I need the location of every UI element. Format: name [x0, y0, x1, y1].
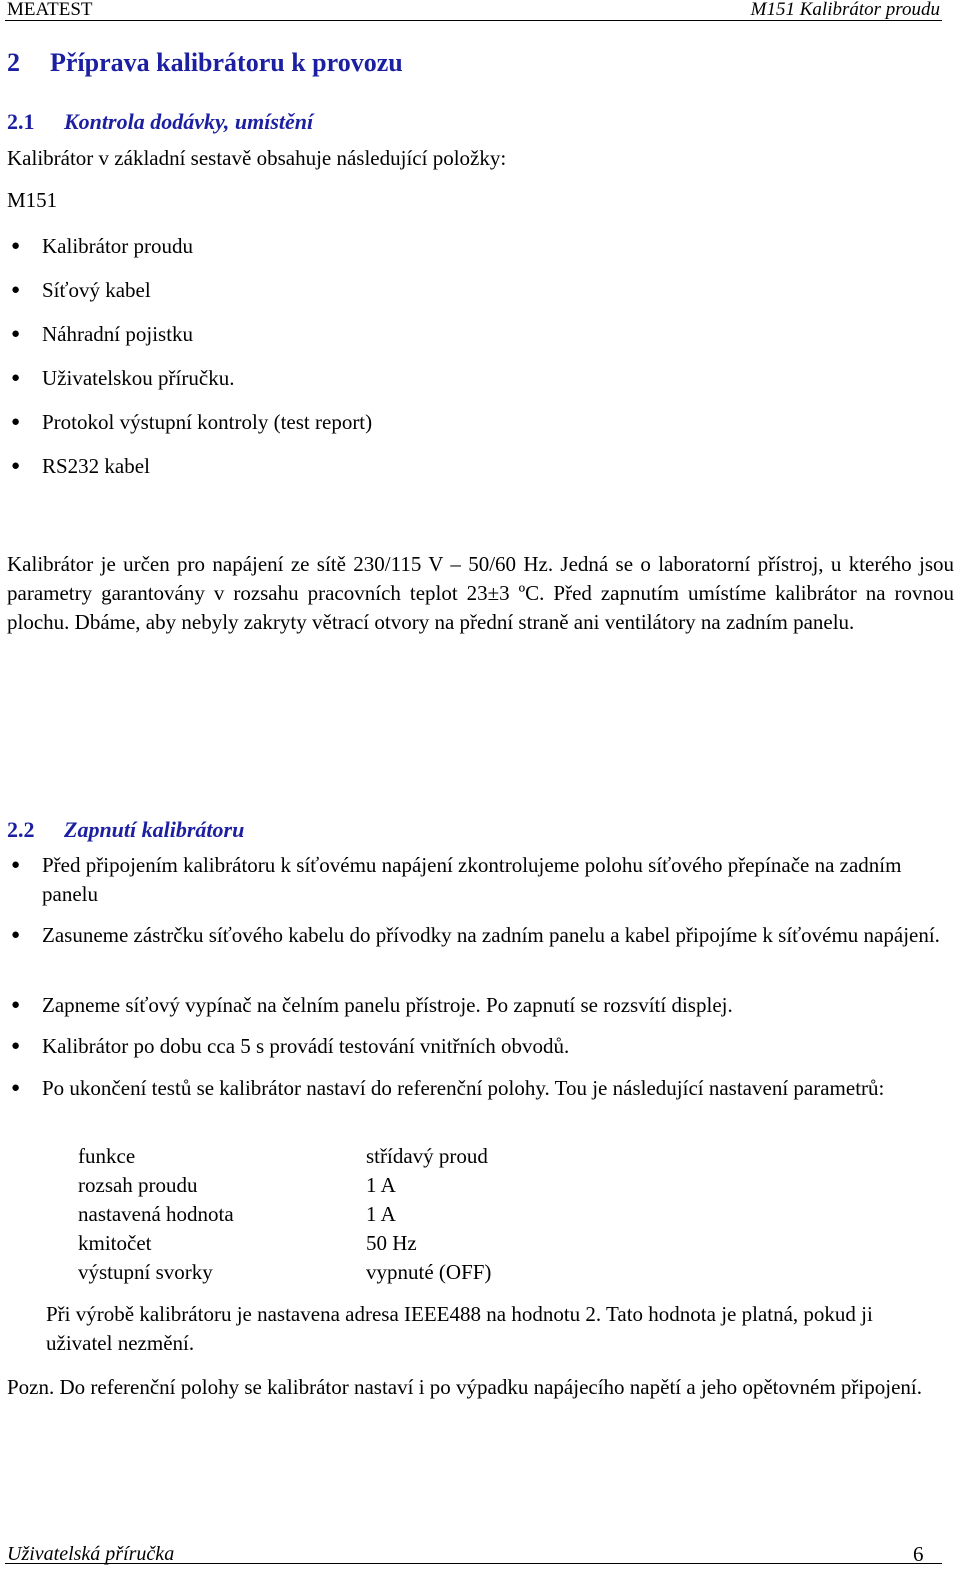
chapter-number: 2	[7, 48, 20, 77]
section-title: Kontrola dodávky, umístění	[64, 109, 314, 134]
param-value: 1 A	[366, 1173, 396, 1197]
table-row	[78, 1142, 491, 1171]
list-item-text: Zapneme síťový vypínač na čelním panelu přístroje. Po zapnutí se rozsvítí displej.	[42, 993, 733, 1017]
list-item	[7, 452, 372, 496]
list-item-text: Uživatelskou příručku.	[42, 366, 235, 390]
list-item-text: Protokol výstupní kontroly (test report)	[42, 410, 373, 434]
section-number: 2.2	[7, 817, 35, 842]
list-item-text: Kalibrátor po dobu cca 5 s provádí testování vnitřních obvodů.	[42, 1034, 570, 1058]
bullet-icon: ●	[11, 1080, 21, 1096]
reference-settings-table	[78, 1142, 491, 1287]
list-item-text: Před připojením kalibrátoru k síťovému napájení zkontrolujeme polohu síťového přepínače na zadním panelu	[42, 853, 902, 906]
table-row	[78, 1200, 491, 1229]
bullet-icon: ●	[11, 857, 21, 873]
chapter-title: Příprava kalibrátoru k provozu	[50, 48, 403, 77]
section-heading-2-1	[7, 107, 313, 137]
list-item	[7, 991, 952, 1032]
table-row	[78, 1229, 491, 1258]
list-item	[7, 921, 952, 991]
list-item	[7, 1074, 952, 1103]
section-title: Zapnutí kalibrátoru	[64, 817, 245, 842]
bullet-icon: ●	[11, 238, 21, 254]
ieee488-address-note: Při výrobě kalibrátoru je nastavena adresa IEEE488 na hodnotu 2. Tato hodnota je platná, pokud ji uživatel nezmění.	[46, 1302, 873, 1355]
param-value: vypnuté (OFF)	[366, 1260, 492, 1284]
bullet-icon: ●	[11, 1038, 21, 1054]
list-item-text: Kalibrátor proudu	[42, 234, 194, 258]
list-item	[7, 1032, 952, 1074]
list-item	[7, 232, 372, 276]
bullet-icon: ●	[11, 282, 21, 298]
param-name: výstupní svorky	[78, 1260, 213, 1284]
section-heading-2-2	[7, 815, 244, 845]
param-name: kmitočet	[78, 1231, 152, 1255]
bullet-icon: ●	[11, 326, 21, 342]
param-value: střídavý proud	[366, 1144, 488, 1168]
bullet-icon: ●	[11, 927, 21, 943]
list-item-text: Po ukončení testů se kalibrátor nastaví do referenční polohy. Tou je následující nastavení parametrů:	[42, 1076, 885, 1100]
table-row	[78, 1258, 491, 1287]
param-name: nastavená hodnota	[78, 1202, 234, 1226]
bullet-icon: ●	[11, 458, 21, 474]
list-item	[7, 408, 372, 452]
header-document-title: M151 Kalibrátor proudu	[750, 0, 940, 20]
section-intro: Kalibrátor v základní sestavě obsahuje následující položky:	[7, 146, 507, 170]
list-item	[7, 276, 372, 320]
list-item-text: Zasuneme zástrčku síťového kabelu do přívodky na zadním panelu a kabel připojíme k síťovému napájení.	[42, 923, 940, 947]
header-divider	[5, 20, 942, 21]
section-number: 2.1	[7, 109, 35, 134]
param-value: 1 A	[366, 1202, 396, 1226]
list-item-text: Síťový kabel	[42, 278, 151, 302]
model-label: M151	[7, 188, 58, 212]
list-item-text: RS232 kabel	[42, 454, 150, 478]
remark-paragraph: Pozn. Do referenční polohy se kalibrátor nastaví i po výpadku napájecího napětí a jeho opětovném připojení.	[7, 1375, 922, 1399]
list-item	[7, 851, 952, 921]
chapter-heading	[7, 45, 403, 81]
bullet-icon: ●	[11, 370, 21, 386]
package-contents-list	[7, 232, 372, 496]
list-item-text: Náhradní pojistku	[42, 322, 194, 346]
footer-divider	[5, 1563, 942, 1564]
power-on-steps-list	[7, 851, 952, 1103]
power-requirements-paragraph: Kalibrátor je určen pro napájení ze sítě 230/115 V – 50/60 Hz. Jedná se o laboratorní přístroj, u kterého jsou parametry garantovány v rozsahu pracovních teplot 23±3 ºC. Před zapnutím umístíme kalibrátor na rovnou plochu. Dbáme, aby nebyly zakryty větrací otvory na přední straně ani ventilátory na zadním panelu.	[7, 552, 954, 634]
footer-manual-title: Uživatelská příručka	[7, 1543, 175, 1565]
param-name: funkce	[78, 1144, 136, 1168]
table-row	[78, 1171, 491, 1200]
param-value: 50 Hz	[366, 1231, 417, 1255]
header-company: MEATEST	[7, 0, 93, 20]
page-number: 6	[913, 1542, 924, 1566]
param-name: rozsah proudu	[78, 1173, 198, 1197]
list-item	[7, 320, 372, 364]
bullet-icon: ●	[11, 414, 21, 430]
bullet-icon: ●	[11, 997, 21, 1013]
list-item	[7, 364, 372, 408]
